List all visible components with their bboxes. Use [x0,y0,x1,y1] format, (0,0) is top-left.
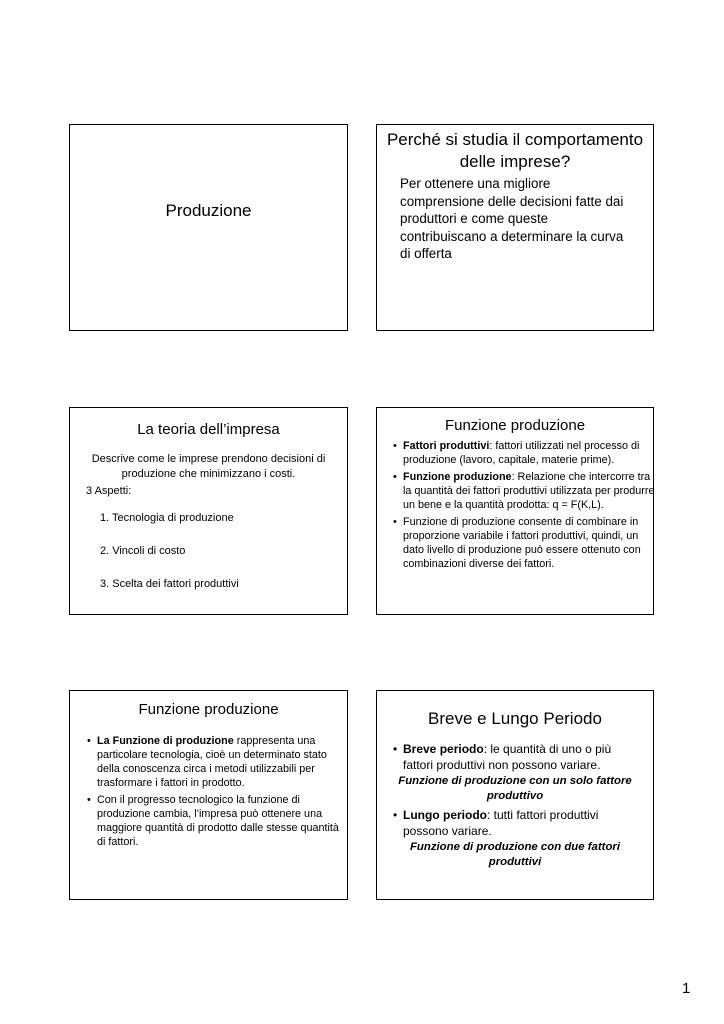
bullet-item [393,808,643,839]
bullet-list [87,734,347,849]
bullet-icon: • [393,742,398,756]
bullet-icon: • [393,471,397,483]
slide-funzione-produzione-2 [69,690,348,900]
bullet-icon: • [393,440,397,452]
bullet-text: : fattori utilizzati nel processo di produzione (lavoro, capitale, materie prime). [403,440,640,466]
aspect-item: 3. Scelta dei fattori produttivi [100,578,239,590]
bullet-text: Con il progresso tecnologico la funzione di produzione cambia, l’impresa può ottenere una maggiore quantità di prodotto dalle stesse quantità di fattori. [97,794,339,848]
slide-title: Breve e Lungo Periodo [428,709,602,728]
bullet-term: Funzione produzione [403,471,512,483]
bullet-term: Fattori produttivi [403,440,490,452]
bullet-item [393,742,643,773]
aspects-label: 3 Aspetti: [86,485,132,497]
slide-funzione-produzione-1 [376,407,654,615]
bullet-item [393,470,655,512]
bullet-text: : le quantità di uno o più fattori produttivi non possono variare. [403,742,612,772]
bullet-term: Lungo periodo [403,808,487,822]
bullet-term: La Funzione di produzione [97,735,234,747]
bullet-text: : tutti fattori produttivi possono variare. [403,808,599,838]
slide-title: Produzione [165,201,252,220]
bullet-item [87,734,342,790]
slide-description: Descrive come le imprese prendono decisioni di produzione che minimizzano i costi. [91,453,326,480]
bullet-list [393,808,653,839]
bullet-text: rappresenta una particolare tecnologia, cioè un determinato stato della conoscenza circa i metodi utilizzabili per trasformare i fattori in prodotto. [97,735,327,789]
bullet-icon: • [87,794,91,806]
bullet-term: Breve periodo [403,742,484,756]
slide-breve-lungo-periodo [376,690,654,900]
bullet-text: : Relazione che intercorre tra la quantità dei fattori produttivi utilizzata per produrre un bene e la quantità prodotta: q = F(K,L). [403,471,655,511]
bullet-icon: • [393,808,398,822]
subheading: Funzione di produzione con due fattori produttivi [409,841,621,868]
slide-title: La teoria dell’impresa [137,421,280,438]
slide-title: Funzione produzione [444,417,586,434]
bullet-icon: • [393,516,397,528]
slide-body: Per ottenere una migliore comprensione delle decisioni fatte dai produttori e come queste contribuiscano a determinare la curva di offerta [400,176,624,261]
subheading: Funzione di produzione con un solo fattore produttivo [398,775,632,802]
aspect-item: 2. Vincoli di costo [100,545,186,557]
slide-perche-si-studia [376,124,654,331]
bullet-icon: • [87,735,91,747]
bullet-item [393,439,655,467]
aspect-item: 1. Tecnologia di produzione [100,512,234,524]
bullet-item [393,515,655,571]
slide-title: Perché si studia il comportamento delle imprese? [386,130,644,171]
bullet-text: Funzione di produzione consente di combinare in proporzione variabile i fattori produttivi, quindi, un dato livello di produzione può essere ottenuto con combinazioni diverse dei fattori. [403,516,641,570]
page-number: 1 [682,980,691,997]
bullet-item [87,793,342,849]
bullet-list [393,439,655,571]
bullet-list [393,742,653,773]
slide-title: Funzione produzione [138,701,279,718]
slide-teoria-impresa [69,407,348,615]
slide-produzione [69,124,348,331]
